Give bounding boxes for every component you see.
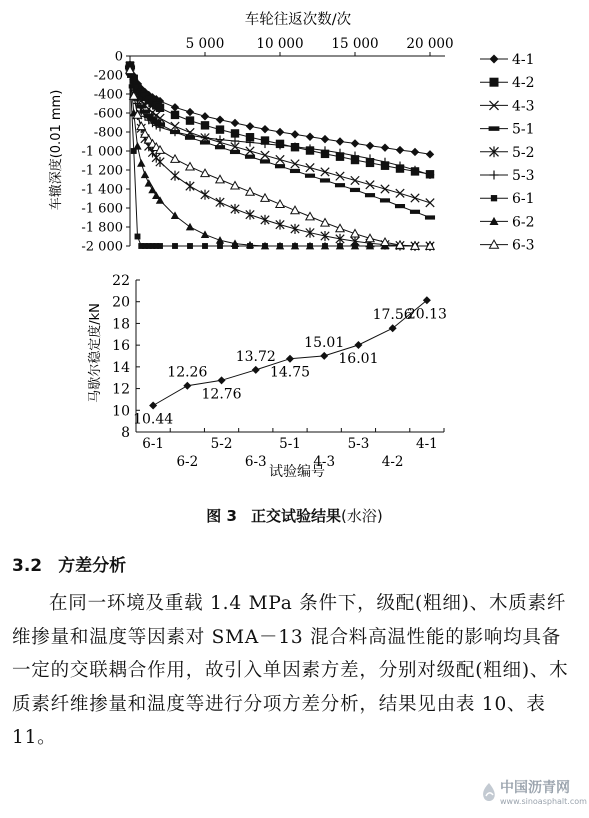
square-marker bbox=[201, 121, 209, 129]
y-tick-label: -1 400 bbox=[81, 182, 123, 198]
y-tick-label: -400 bbox=[93, 87, 123, 103]
data-label: 13.72 bbox=[235, 348, 276, 365]
square-marker bbox=[491, 195, 497, 201]
open-triangle-marker bbox=[261, 194, 269, 202]
x-tick-label: 6-2 bbox=[176, 454, 199, 470]
open-triangle-marker bbox=[231, 181, 239, 189]
diamond-marker bbox=[261, 125, 269, 133]
square-marker bbox=[172, 243, 178, 249]
x-tick-label: 5-1 bbox=[279, 436, 301, 452]
open-triangle-marker bbox=[171, 155, 179, 163]
legend-label: 6-2 bbox=[512, 214, 535, 231]
bar-marker bbox=[260, 159, 270, 163]
legend-label: 4-3 bbox=[512, 98, 535, 115]
legend-label: 5-3 bbox=[512, 168, 535, 184]
legend-label: 6-1 bbox=[512, 191, 535, 208]
bar-marker bbox=[395, 204, 405, 208]
bar-marker bbox=[425, 215, 435, 219]
square-marker bbox=[187, 243, 193, 249]
figure-caption bbox=[0, 505, 589, 526]
square-marker bbox=[216, 125, 224, 133]
figure-number: 图 3 bbox=[206, 507, 237, 525]
x-tick-label: 4-2 bbox=[381, 454, 404, 470]
diamond-marker bbox=[321, 135, 329, 143]
y-axis-label: 车辙深度(0.01 mm) bbox=[49, 89, 64, 211]
x-tick-label: 4-1 bbox=[416, 436, 438, 452]
section-number: 3.2 bbox=[12, 556, 43, 576]
diamond-marker bbox=[186, 108, 194, 116]
y-tick-label: -800 bbox=[93, 125, 123, 141]
data-label: 12.76 bbox=[201, 386, 242, 403]
legend-label: 4-2 bbox=[512, 75, 535, 92]
triangle-marker bbox=[148, 186, 156, 194]
legend-item-6-2 bbox=[480, 214, 535, 230]
diamond-marker bbox=[490, 55, 499, 64]
x-tick-label: 6-3 bbox=[244, 454, 267, 470]
bar-marker bbox=[350, 188, 360, 192]
diamond-marker bbox=[426, 150, 434, 158]
data-label: 10.44 bbox=[133, 411, 174, 428]
y-tick-label: -1 600 bbox=[81, 201, 123, 217]
chart-series bbox=[125, 60, 435, 251]
legend-item-6-3 bbox=[480, 238, 535, 254]
diamond-marker bbox=[306, 133, 314, 141]
y-tick-label: 8 bbox=[121, 425, 130, 441]
data-label: 12.26 bbox=[167, 364, 208, 381]
square-marker bbox=[490, 78, 499, 87]
y-tick-label: -600 bbox=[93, 106, 123, 122]
bar-marker bbox=[275, 164, 285, 168]
diamond-marker bbox=[354, 341, 362, 349]
y-tick-label: 22 bbox=[112, 273, 130, 289]
bar-marker bbox=[335, 183, 345, 187]
x-tick-label: 4-3 bbox=[313, 454, 336, 470]
x-axis-label: 试验编号 bbox=[269, 464, 325, 480]
figure-title: 正交试验结果 bbox=[250, 507, 341, 525]
rut-depth-chart bbox=[0, 0, 589, 262]
legend-item-5-1 bbox=[480, 122, 535, 138]
x-axis-label: 车轮往返次数/次 bbox=[244, 12, 352, 28]
bar-marker bbox=[380, 198, 390, 202]
legend-item-5-2 bbox=[480, 145, 535, 161]
triangle-marker bbox=[186, 223, 194, 231]
marshall-stability-chart bbox=[0, 268, 589, 493]
square-marker bbox=[202, 243, 208, 249]
x-tick-label: 10 000 bbox=[256, 36, 304, 52]
triangle-marker bbox=[201, 230, 209, 238]
legend-label: 5-1 bbox=[512, 121, 535, 138]
open-triangle-marker bbox=[351, 229, 359, 237]
y-tick-label: 0 bbox=[114, 49, 123, 65]
triangle-marker bbox=[216, 236, 224, 244]
diamond-marker bbox=[381, 143, 389, 151]
x-tick-label: 20 000 bbox=[406, 36, 454, 52]
diamond-marker bbox=[351, 139, 359, 147]
diamond-marker bbox=[411, 148, 419, 156]
legend-item-6-1 bbox=[480, 191, 535, 207]
triangle-marker bbox=[137, 159, 145, 167]
watermark-url: www.sinoasphalt.com bbox=[500, 797, 587, 806]
y-tick-label: 10 bbox=[112, 403, 130, 420]
triangle-marker bbox=[145, 179, 153, 187]
open-triangle-marker bbox=[186, 162, 194, 170]
diamond-marker bbox=[252, 366, 260, 374]
legend-label: 4-1 bbox=[512, 52, 535, 68]
bar-marker bbox=[305, 174, 315, 178]
legend-item-4-3 bbox=[480, 98, 535, 114]
y-tick-label: -2 000 bbox=[81, 239, 123, 255]
body-paragraph: 在同一环境及重载 1.4 MPa 条件下，级配(粗细)、木质素纤维掺量和温度等因素对 SMA－13 混合料高温性能的影响均具备一定的交联耦合作用，故引入单因素方差，分别对级配(粗细)、木质素纤维掺量和温度等进行分项方差分析，结果见由表 10、表 11。 bbox=[12, 593, 569, 748]
triangle-marker bbox=[133, 142, 141, 150]
diamond-marker bbox=[291, 130, 299, 138]
square-marker bbox=[157, 243, 163, 249]
bar-marker bbox=[489, 126, 500, 131]
square-marker bbox=[156, 104, 164, 112]
legend-label: 5-2 bbox=[512, 144, 535, 161]
x-tick-label: 5 000 bbox=[185, 36, 225, 52]
legend-item-5-3 bbox=[480, 168, 535, 184]
section-heading bbox=[12, 551, 126, 576]
legend-item-4-2 bbox=[480, 75, 535, 91]
y-tick-label: 12 bbox=[112, 381, 130, 398]
diamond-marker bbox=[320, 352, 328, 360]
y-tick-label: -1 000 bbox=[81, 144, 123, 160]
data-label: 15.01 bbox=[304, 334, 345, 351]
watermark-name: 中国沥青网 bbox=[500, 780, 570, 796]
figure-suffix: (水浴) bbox=[340, 507, 383, 525]
diamond-marker bbox=[201, 112, 209, 120]
open-triangle-marker bbox=[276, 200, 284, 208]
legend-item-4-1 bbox=[480, 52, 535, 68]
open-triangle-marker bbox=[336, 224, 344, 232]
bar-marker bbox=[230, 150, 240, 154]
bar-marker bbox=[290, 169, 300, 173]
section-title: 方差分析 bbox=[58, 556, 127, 576]
diamond-marker bbox=[246, 122, 254, 130]
y-axis-label: 马歇尔稳定度/kN bbox=[88, 303, 103, 403]
y-tick-label: -1 200 bbox=[81, 163, 123, 179]
x-tick-label: 15 000 bbox=[331, 36, 379, 52]
square-marker bbox=[186, 116, 194, 124]
square-marker bbox=[231, 129, 239, 137]
bar-marker bbox=[365, 193, 375, 197]
bar-marker bbox=[410, 210, 420, 214]
x-tick-label: 5-3 bbox=[347, 436, 370, 452]
diamond-marker bbox=[276, 128, 284, 136]
open-triangle-marker bbox=[306, 212, 314, 220]
bar-marker bbox=[320, 178, 330, 182]
watermark-logo-icon bbox=[480, 782, 498, 804]
diamond-marker bbox=[218, 376, 226, 384]
diamond-marker bbox=[171, 103, 179, 111]
diamond-marker bbox=[149, 402, 157, 410]
square-marker bbox=[171, 111, 179, 119]
y-tick-label: 16 bbox=[112, 338, 130, 355]
square-marker bbox=[217, 243, 223, 249]
legend-label: 6-3 bbox=[512, 237, 535, 254]
diamond-marker bbox=[396, 146, 404, 154]
x-tick-label: 5-2 bbox=[210, 436, 233, 452]
y-tick-label: 18 bbox=[112, 316, 130, 333]
y-tick-label: -200 bbox=[93, 68, 123, 84]
y-tick-label: 20 bbox=[112, 294, 130, 311]
diamond-marker bbox=[183, 382, 191, 390]
diamond-marker bbox=[216, 115, 224, 123]
triangle-marker bbox=[141, 171, 149, 179]
y-tick-label: 14 bbox=[112, 359, 130, 376]
open-triangle-marker bbox=[201, 169, 209, 177]
diamond-marker bbox=[336, 137, 344, 145]
chart-series bbox=[133, 296, 447, 427]
y-tick-label: -1 800 bbox=[81, 220, 123, 236]
diamond-marker bbox=[231, 119, 239, 127]
data-label: 20.13 bbox=[406, 306, 447, 323]
diamond-marker bbox=[366, 142, 374, 150]
x-tick-label: 6-1 bbox=[142, 436, 164, 452]
open-triangle-marker bbox=[246, 188, 254, 196]
diamond-marker bbox=[286, 355, 294, 363]
chart-legend bbox=[480, 52, 535, 254]
square-marker bbox=[135, 234, 141, 240]
data-label: 16.01 bbox=[338, 351, 379, 368]
watermark bbox=[478, 776, 588, 816]
open-triangle-marker bbox=[216, 175, 224, 183]
bar-marker bbox=[245, 155, 255, 159]
open-triangle-marker bbox=[291, 206, 299, 214]
open-triangle-marker bbox=[321, 219, 329, 227]
data-label: 17.56 bbox=[372, 307, 413, 324]
data-label: 14.75 bbox=[269, 364, 311, 381]
bar-marker bbox=[215, 145, 225, 149]
